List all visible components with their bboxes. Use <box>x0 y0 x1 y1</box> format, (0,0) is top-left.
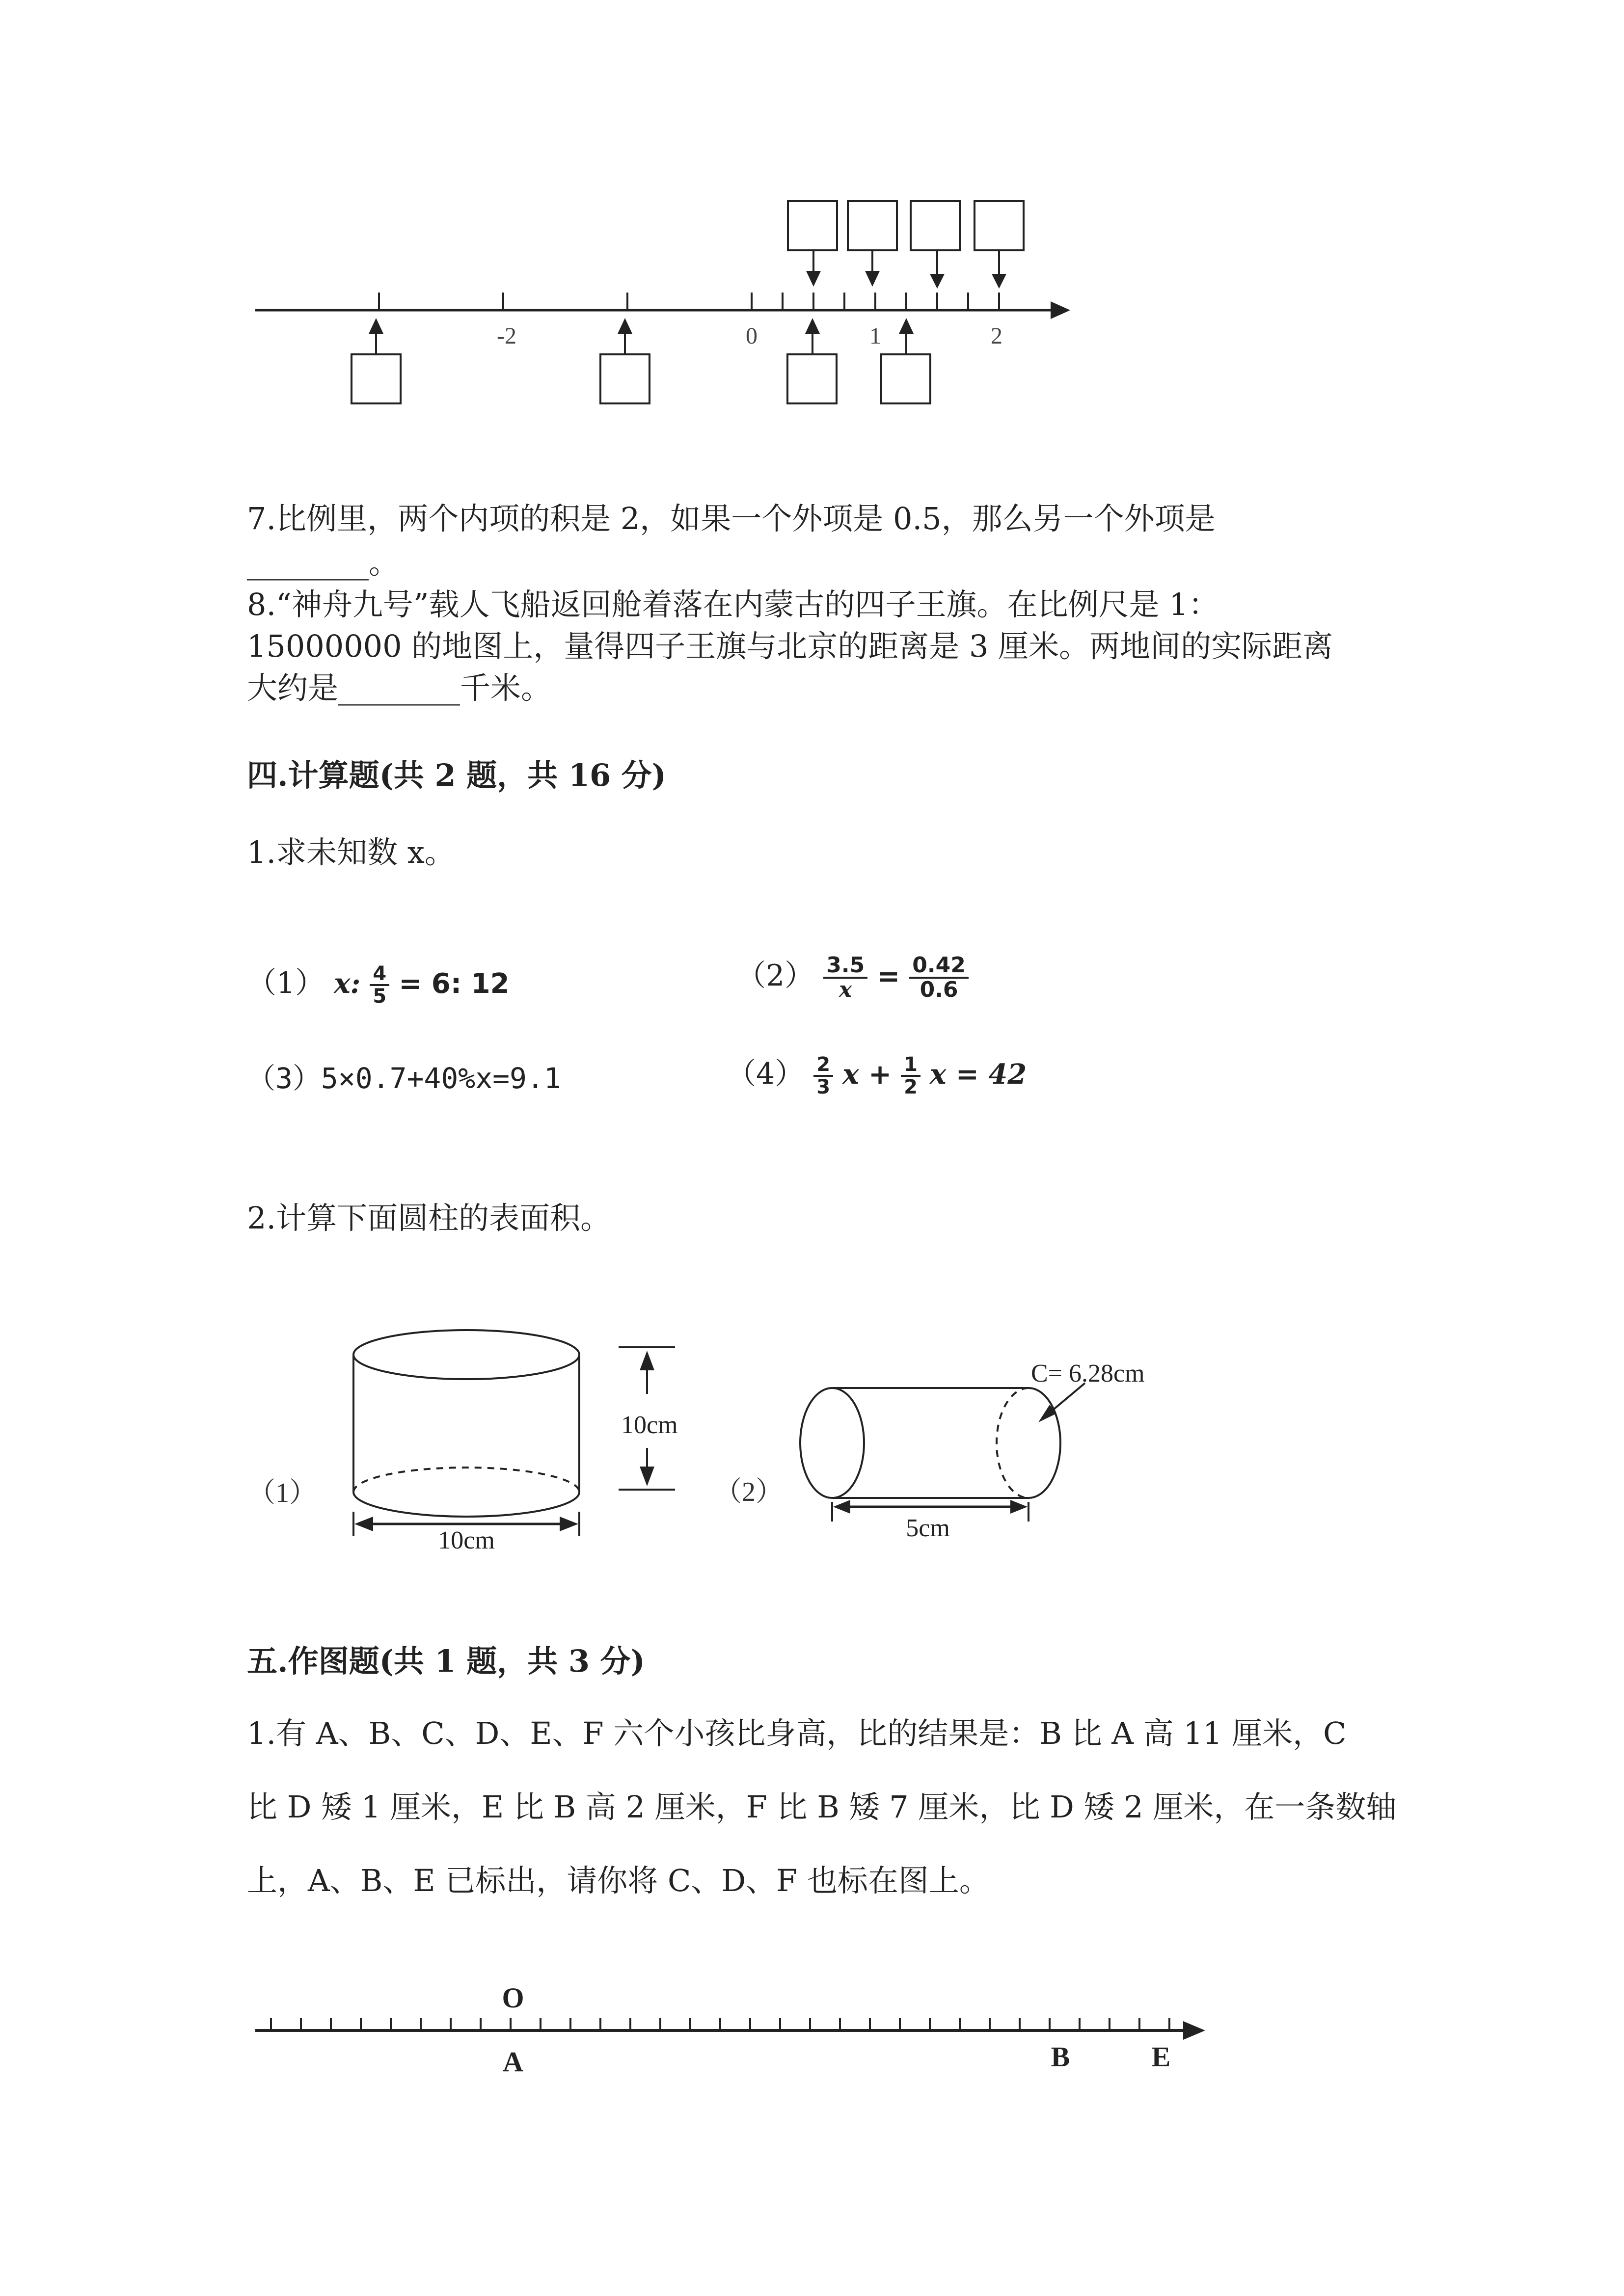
fraction-denominator: x <box>839 977 852 1003</box>
drawing-q1-line2: 比 D 矮 1 厘米，E 比 B 高 2 厘米，F 比 B 矮 7 厘米，比 D 矮 2 厘米，在一条数轴 <box>247 1789 1397 1825</box>
section-4-heading: 四.计算题(共 2 题，共 16 分) <box>247 757 667 793</box>
answer-box[interactable] <box>848 201 897 250</box>
axis-arrowhead <box>1051 301 1070 319</box>
tick-label-2: 2 <box>991 323 1002 349</box>
answer-box[interactable] <box>352 354 401 403</box>
left-arrow-icon <box>354 1517 373 1531</box>
fraction-numerator: 1 <box>901 1054 920 1077</box>
equation-2 <box>736 952 969 1002</box>
fraction <box>823 954 867 1001</box>
equation-label: （1） <box>247 966 325 1000</box>
equation-term: = 6: 12 <box>399 968 510 1000</box>
answer-box[interactable] <box>881 354 930 403</box>
equation-term: x: <box>334 967 361 1000</box>
point-a-label: A <box>503 2046 523 2078</box>
tick-label-0: 0 <box>746 323 758 349</box>
length-label: 5cm <box>906 1514 950 1542</box>
tick-label-1: 1 <box>869 323 881 349</box>
axis-ticks <box>379 293 999 310</box>
section-5-heading: 五.作图题(共 1 题，共 3 分) <box>247 1643 645 1679</box>
question-8-line2: 15000000 的地图上，量得四子王旗与北京的距离是 3 厘米。两地间的实际距离 <box>247 628 1333 664</box>
calc-q1-prompt: 1.求未知数 x。 <box>247 834 455 870</box>
circumference-label: C= 6.28cm <box>1031 1360 1145 1388</box>
figure-2-label: （2） <box>714 1477 783 1507</box>
left-arrow-icon <box>833 1500 850 1514</box>
equation-term: = <box>877 961 900 992</box>
fraction-denominator: 0.6 <box>920 977 958 1003</box>
fraction-numerator: 2 <box>813 1054 833 1077</box>
fraction-numerator: 3.5 <box>823 954 867 979</box>
fraction <box>901 1054 920 1097</box>
answer-box[interactable] <box>787 354 837 403</box>
down-arrow-icon <box>806 271 1006 289</box>
question-8-line1: 8.“神舟九号”载人飞船返回舱着落在内蒙古的四子王旗。在比例尺是 1： <box>247 587 1219 622</box>
fraction <box>909 954 969 1001</box>
drawing-q1-line3: 上，A、B、E 已标出，请你将 C、D、F 也标在图上。 <box>247 1863 990 1898</box>
equation-3 <box>247 1055 561 1096</box>
tick-label-neg2: -2 <box>497 323 516 349</box>
up-arrow-icon <box>640 1351 654 1370</box>
right-arrow-icon <box>560 1517 578 1531</box>
diameter-label: 10cm <box>438 1526 495 1554</box>
origin-label: O <box>502 1982 524 2014</box>
cylinder-2 <box>800 1388 1060 1498</box>
question-7-line2[interactable]: ________。 <box>247 545 400 581</box>
equation-term: x = 42 <box>930 1058 1027 1091</box>
equation-label: （3） <box>247 1062 321 1095</box>
equation-term: x + <box>842 1058 892 1091</box>
answer-box[interactable] <box>974 201 1024 250</box>
down-arrow-icon <box>640 1467 654 1486</box>
height-label: 10cm <box>621 1411 678 1439</box>
cylinder-figures <box>0 1301 1624 1575</box>
equation-4 <box>727 1050 1027 1097</box>
fraction <box>813 1054 833 1097</box>
fraction-denominator: 5 <box>373 985 387 1008</box>
fraction-numerator: 4 <box>370 963 389 986</box>
equation-label: （4） <box>727 1057 805 1091</box>
fraction-denominator: 3 <box>816 1076 831 1099</box>
cylinder-1 <box>353 1330 579 1517</box>
answer-box[interactable] <box>911 201 960 250</box>
calc-q2-prompt: 2.计算下面圆柱的表面积。 <box>247 1200 611 1236</box>
axis-ticks <box>271 2018 1169 2030</box>
question-8-line3[interactable]: 大约是________千米。 <box>247 670 552 706</box>
equation-term: 5×0.7+40%x=9.1 <box>321 1062 561 1095</box>
question-7-line1: 7.比例里，两个内项的积是 2，如果一个外项是 0.5，那么另一个外项是 <box>247 501 1216 536</box>
drawing-q1-line1: 1.有 A、B、C、D、E、F 六个小孩比身高，比的结果是：B 比 A 高 11 厘米，C <box>247 1715 1347 1751</box>
fraction-numerator: 0.42 <box>909 954 969 979</box>
height-axis-figure[interactable] <box>0 1963 1624 2110</box>
answer-box[interactable] <box>600 354 650 403</box>
figure-1-label: （1） <box>248 1478 317 1508</box>
point-b-label: B <box>1051 2041 1070 2073</box>
point-e-label: E <box>1151 2041 1171 2073</box>
equation-1 <box>247 960 510 1007</box>
axis-arrowhead <box>1183 2021 1205 2040</box>
right-arrow-icon <box>1010 1500 1028 1514</box>
fraction-denominator: 2 <box>904 1076 918 1099</box>
number-line-figure <box>0 0 1624 442</box>
up-arrow-icon <box>369 318 914 334</box>
answer-box[interactable] <box>788 201 837 250</box>
equation-label: （2） <box>736 959 814 993</box>
fraction <box>370 963 389 1007</box>
